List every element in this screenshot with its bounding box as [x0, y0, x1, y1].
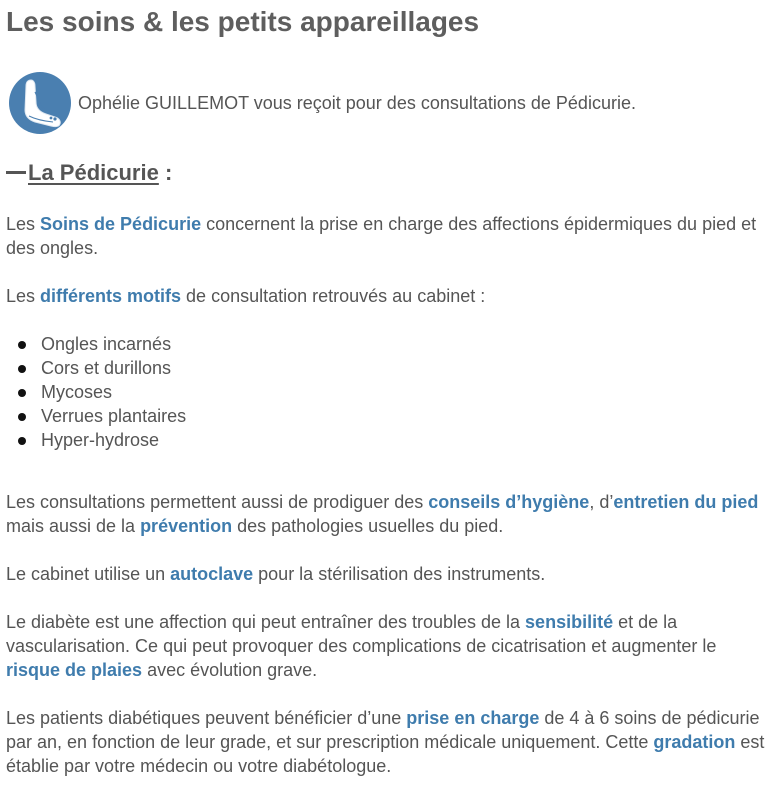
- text-run: des pathologies usuelles du pied.: [232, 516, 504, 536]
- text-run: est établie par votre médecin ou votre diabétologue.: [6, 732, 765, 776]
- foot-icon: [9, 72, 71, 134]
- list-item: Mycoses: [41, 380, 768, 404]
- highlight-term: entretien du pied: [613, 492, 759, 512]
- text-run: concernent la prise en charge des affections épidermiques du pied et des ongles.: [6, 214, 757, 258]
- highlight-term: différents motifs: [40, 286, 182, 306]
- paragraph-conseils: [6, 490, 768, 538]
- text-run: Les: [6, 286, 41, 306]
- list-item: Cors et durillons: [41, 356, 768, 380]
- section-title-suffix: :: [158, 160, 173, 185]
- text-run: avec évolution grave.: [142, 660, 318, 680]
- content: [6, 212, 768, 802]
- list-item: Verrues plantaires: [41, 404, 768, 428]
- highlight-term: Soins de Pédicurie: [40, 214, 202, 234]
- highlight-term: risque de plaies: [6, 660, 143, 680]
- paragraph-diabete: [6, 610, 768, 682]
- page-title: Les soins & les petits appareillages: [6, 6, 480, 37]
- text-run: de 4 à 6 soins de pédicurie par an, en fonction de leur grade, et sur prescription médicale uniquement. Cette: [6, 708, 760, 752]
- intro-text: Ophélie GUILLEMOT vous reçoit pour des consultations de Pédicurie.: [78, 92, 636, 113]
- paragraph-motifs: [6, 284, 768, 308]
- highlight-term: prévention: [140, 516, 233, 536]
- text-run: mais aussi de la: [6, 516, 141, 536]
- text-run: Les consultations permettent aussi de prodiguer des: [6, 492, 429, 512]
- section-title-text: La Pédicurie: [28, 160, 159, 185]
- text-run: Les: [6, 214, 41, 234]
- dash-icon: [6, 171, 26, 174]
- text-run: Les patients diabétiques peuvent bénéficier d’une: [6, 708, 407, 728]
- intro: [9, 72, 636, 134]
- list-item: Ongles incarnés: [41, 332, 768, 356]
- spacer: [6, 452, 768, 490]
- text-run: pour la stérilisation des instruments.: [253, 564, 546, 584]
- motifs-list: [6, 332, 768, 452]
- highlight-term: prise en charge: [406, 708, 540, 728]
- text-run: et de la vascularisation. Ce qui peut provoquer des complications de cicatrisation et augmenter le: [6, 612, 717, 656]
- highlight-term: conseils d’hygiène: [428, 492, 590, 512]
- paragraph-autoclave: [6, 562, 768, 586]
- text-run: de consultation retrouvés au cabinet :: [181, 286, 486, 306]
- text-run: , d’: [589, 492, 614, 512]
- highlight-term: gradation: [653, 732, 736, 752]
- list-item: Hyper-hydrose: [41, 428, 768, 452]
- paragraph-soins: [6, 212, 768, 260]
- paragraph-prise-en-charge: [6, 706, 768, 778]
- text-run: Le cabinet utilise un: [6, 564, 171, 584]
- highlight-term: sensibilité: [525, 612, 614, 632]
- highlight-term: autoclave: [170, 564, 254, 584]
- text-run: Le diabète est une affection qui peut entraîner des troubles de la: [6, 612, 526, 632]
- section-title: [6, 160, 172, 186]
